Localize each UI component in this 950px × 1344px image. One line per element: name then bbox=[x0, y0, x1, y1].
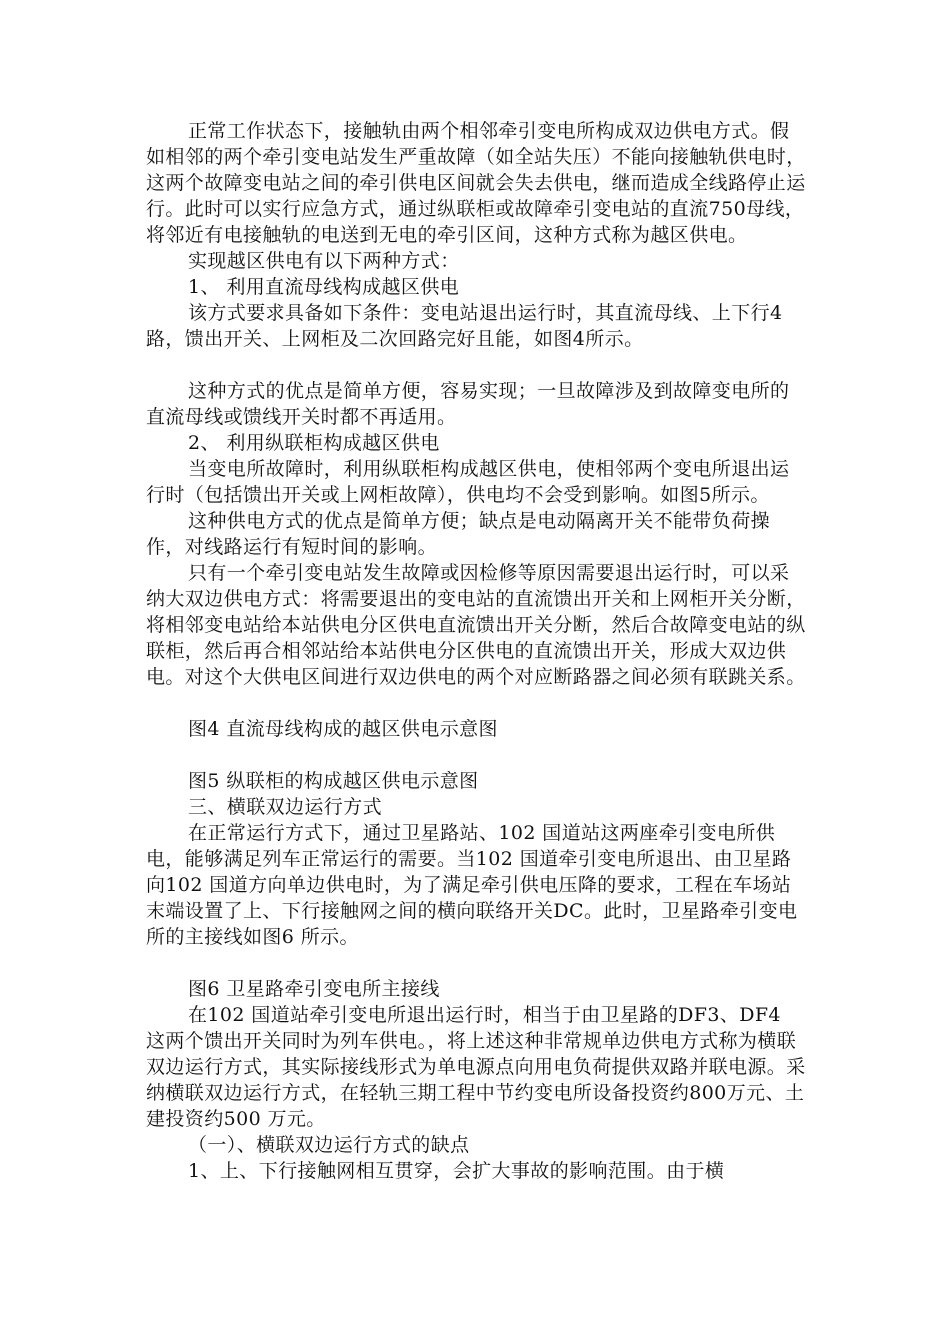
paragraph-method-1-advantages: 这种方式的优点是简单方便，容易实现；一旦故障涉及到故障变电所的直流母线或馈线开关时都不再适用。 bbox=[146, 380, 790, 428]
subheading-disadvantages: （一）、横联双边运行方式的缺点 bbox=[188, 1134, 470, 1156]
heading-method-2: 2、 利用纵联柜构成越区供电 bbox=[188, 432, 440, 454]
paragraph-disadvantage-1: 1、上、下行接触网相互贯穿，会扩大事故的影响范围。由于横 bbox=[188, 1160, 725, 1182]
figure-5-caption: 图5 纵联柜的构成越区供电示意图 bbox=[188, 770, 479, 792]
figure-4-caption: 图4 直流母线构成的越区供电示意图 bbox=[188, 718, 498, 740]
blank-line bbox=[146, 950, 806, 976]
paragraph-cross-bilateral: 在102 国道站牵引变电所退出运行时，相当于由卫星路的DF3、DF4 这两个馈出开关同时为列车供电。，将上述这种非常规单边供电方式称为横联双边运行方式，其实际接线形式为单电源点向用电负荷提供双路并联电源。采纳横联双边运行方式，在轻轨三期工程中节约变电所设备投资约800万元、土建投资约500 万元。 bbox=[146, 1004, 806, 1130]
paragraph-large-bilateral: 只有一个牵引变电站发生故障或因检修等原因需要退出运行时，可以采纳大双边供电方式：将需要退出的变电站的直流馈出开关和上网柜开关分断，将相邻变电站给本站供电分区供电直流馈出开关分断，然后合故障变电站的纵联柜，然后再合相邻站给本站供电分区供电的直流馈出开关，形成大双边供电。对这个大供电区间进行双边供电的两个对应断路器之间必须有联跳关系。 bbox=[146, 562, 806, 688]
blank-line bbox=[146, 690, 806, 716]
paragraph-two-methods: 实现越区供电有以下两种方式： bbox=[188, 250, 460, 272]
figure-6-caption: 图6 卫星路牵引变电所主接线 bbox=[188, 978, 440, 1000]
paragraph-normal-operation: 在正常运行方式下，通过卫星路站、102 国道站这两座牵引变电所供电，能够满足列车正常运行的需要。当102 国道牵引变电所退出、由卫星路向102 国道方向单边供电时，为了满足牵引供电压降的要求，工程在车场站末端设置了上、下行接触网之间的横向联络开关DC。此时，卫星路牵引变电所的主接线如图6 所示。 bbox=[146, 822, 798, 948]
section-heading-3: 三、横联双边运行方式 bbox=[188, 796, 383, 818]
document-body bbox=[146, 118, 806, 1184]
heading-method-1: 1、 利用直流母线构成越区供电 bbox=[188, 276, 460, 298]
blank-line bbox=[146, 352, 806, 378]
blank-line bbox=[146, 742, 806, 768]
paragraph-method-2-advantages: 这种供电方式的优点是简单方便；缺点是电动隔离开关不能带负荷操作，对线路运行有短时间的影响。 bbox=[146, 510, 771, 558]
paragraph-bilateral-supply: 正常工作状态下，接触轨由两个相邻牵引变电所构成双边供电方式。假如相邻的两个牵引变电站发生严重故障（如全站失压）不能向接触轨供电时，这两个故障变电站之间的牵引供电区间就会失去供电，继而造成全线路停止运行。此时可以实行应急方式，通过纵联柜或故障牵引变电站的直流750母线，将邻近有电接触轨的电送到无电的牵引区间，这种方式称为越区供电。 bbox=[146, 120, 806, 246]
paragraph-method-2-description: 当变电所故障时，利用纵联柜构成越区供电，使相邻两个变电所退出运行时（包括馈出开关或上网柜故障），供电均不会受到影响。如图5所示。 bbox=[146, 458, 790, 506]
paragraph-method-1-conditions: 该方式要求具备如下条件：变电站退出运行时，其直流母线、上下行4路，馈出开关、上网柜及二次回路完好且能，如图4所示。 bbox=[146, 302, 783, 350]
